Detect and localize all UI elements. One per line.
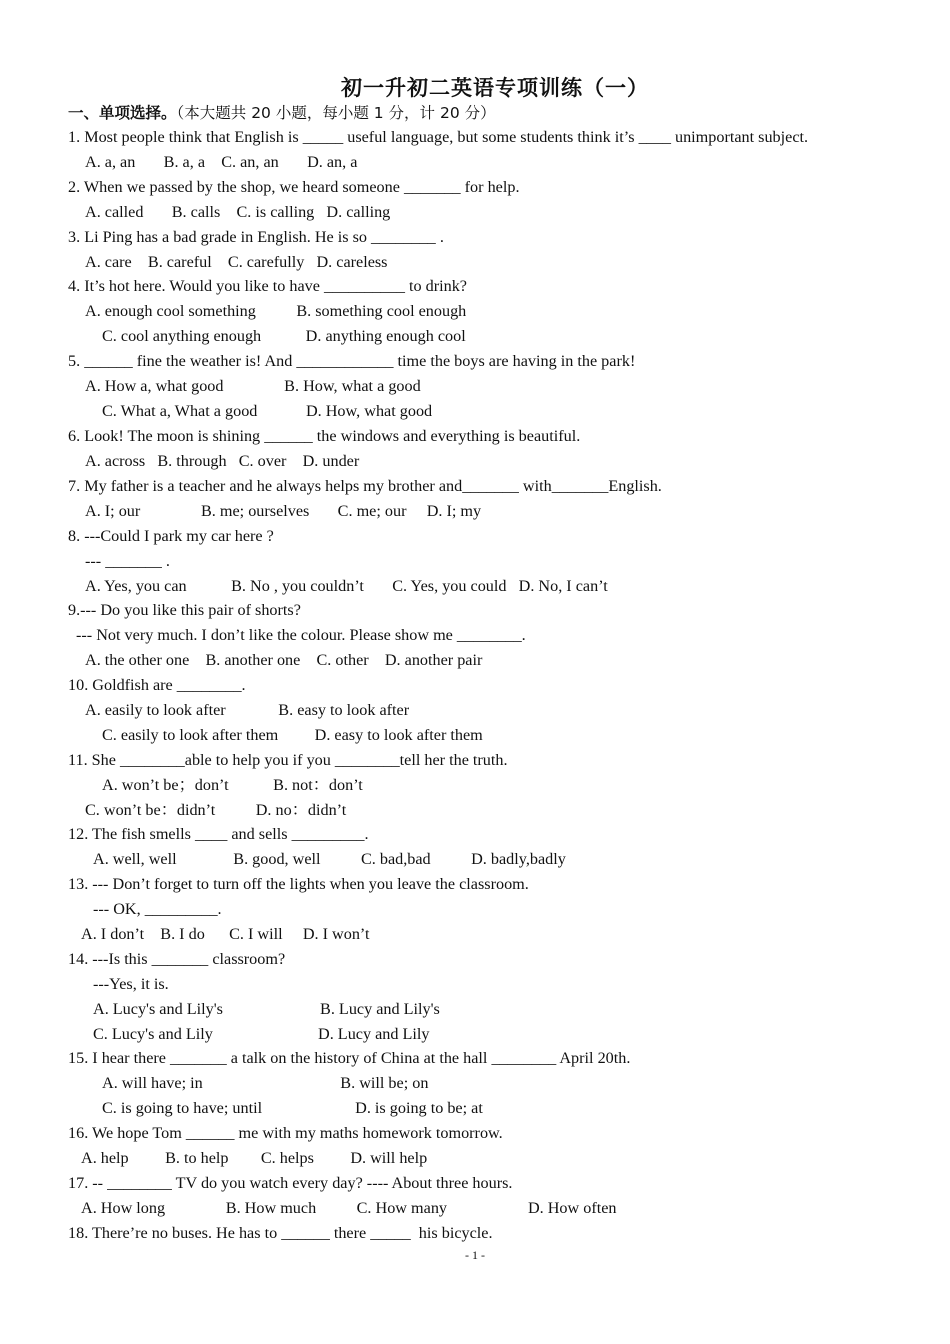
answer-options: A. across B. through C. over D. under xyxy=(85,452,360,470)
question-line: 14. ---Is this _______ classroom? xyxy=(68,950,286,968)
answer-options: A. help B. to help C. helps D. will help xyxy=(81,1149,428,1167)
answer-options: C. easily to look after them D. easy to look after them xyxy=(102,726,483,744)
section-heading-note: （本大题共 20 小题，每小题 1 分，计 20 分） xyxy=(176,104,496,122)
page-title: 初一升初二英语专项训练（一） xyxy=(341,76,649,100)
answer-options: A. care B. careful C. carefully D. careless xyxy=(85,253,388,271)
section-heading-label: 一、单项选择。 xyxy=(68,104,177,122)
question-line: 5. ______ fine the weather is! And ____________ time the boys are having in the park! xyxy=(68,352,636,370)
question-line: 6. Look! The moon is shining ______ the windows and everything is beautiful. xyxy=(68,427,581,445)
question-line: 1. Most people think that English is _____ useful language, but some students think it’s ____ unimportant subject. xyxy=(68,128,809,146)
question-line: 4. It’s hot here. Would you like to have __________ to drink? xyxy=(68,277,467,295)
answer-options: A. easily to look after B. easy to look after xyxy=(85,701,410,719)
answer-options: A. Yes, you can B. No , you couldn’t C. Yes, you could D. No, I can’t xyxy=(85,577,608,595)
answer-options: A. I; our B. me; ourselves C. me; our D. I; my xyxy=(85,502,482,520)
question-line: 9.--- Do you like this pair of shorts? xyxy=(68,601,301,619)
answer-options: A. will have; in B. will be; on xyxy=(102,1074,429,1092)
answer-options: A. the other one B. another one C. other D. another pair xyxy=(85,651,483,669)
answer-options: A. won’t be；don’t B. not：don’t xyxy=(102,776,363,794)
answer-options: C. is going to have; until D. is going to be; at xyxy=(102,1099,483,1117)
section-heading xyxy=(68,101,496,123)
question-line: 18. There’re no buses. He has to ______ there _____ his bicycle. xyxy=(68,1224,493,1242)
dialogue-line: ---Yes, it is. xyxy=(93,975,169,993)
question-line: 15. I hear there _______ a talk on the history of China at the hall ________ April 20th. xyxy=(68,1049,631,1067)
question-line: 12. The fish smells ____ and sells _________. xyxy=(68,825,369,843)
answer-options: A. enough cool something B. something cool enough xyxy=(85,302,467,320)
answer-options: A. How long B. How much C. How many D. How often xyxy=(81,1199,617,1217)
answer-options: A. Lucy's and Lily's B. Lucy and Lily's xyxy=(93,1000,440,1018)
answer-options: A. well, well B. good, well C. bad,bad D. badly,badly xyxy=(93,850,566,868)
dialogue-line: --- Not very much. I don’t like the colour. Please show me ________. xyxy=(76,626,526,644)
answer-options: A. I don’t B. I do C. I will D. I won’t xyxy=(81,925,370,943)
question-line: 13. --- Don’t forget to turn off the lights when you leave the classroom. xyxy=(68,875,529,893)
question-line: 11. She ________able to help you if you ________tell her the truth. xyxy=(68,751,508,769)
question-line: 8. ---Could I park my car here ? xyxy=(68,527,274,545)
question-line: 17. -- ________ TV do you watch every day? ---- About three hours. xyxy=(68,1174,513,1192)
dialogue-line: --- OK, _________. xyxy=(93,900,222,918)
question-line: 3. Li Ping has a bad grade in English. He is so ________ . xyxy=(68,228,444,246)
question-line: 10. Goldfish are ________. xyxy=(68,676,246,694)
dialogue-line: --- _______ . xyxy=(85,552,170,570)
page-number: - 1 - xyxy=(465,1248,485,1262)
answer-options: C. cool anything enough D. anything enough cool xyxy=(102,327,466,345)
answer-options: A. called B. calls C. is calling D. calling xyxy=(85,203,391,221)
question-line: 2. When we passed by the shop, we heard someone _______ for help. xyxy=(68,178,520,196)
answer-options: C. won’t be：didn’t D. no：didn’t xyxy=(85,801,347,819)
answer-options: A. a, an B. a, a C. an, an D. an, a xyxy=(85,153,358,171)
question-line: 7. My father is a teacher and he always helps my brother and_______ with_______English. xyxy=(68,477,662,495)
answer-options: C. What a, What a good D. How, what good xyxy=(102,402,433,420)
answer-options: C. Lucy's and Lily D. Lucy and Lily xyxy=(93,1025,430,1043)
answer-options: A. How a, what good B. How, what a good xyxy=(85,377,421,395)
question-line: 16. We hope Tom ______ me with my maths homework tomorrow. xyxy=(68,1124,503,1142)
